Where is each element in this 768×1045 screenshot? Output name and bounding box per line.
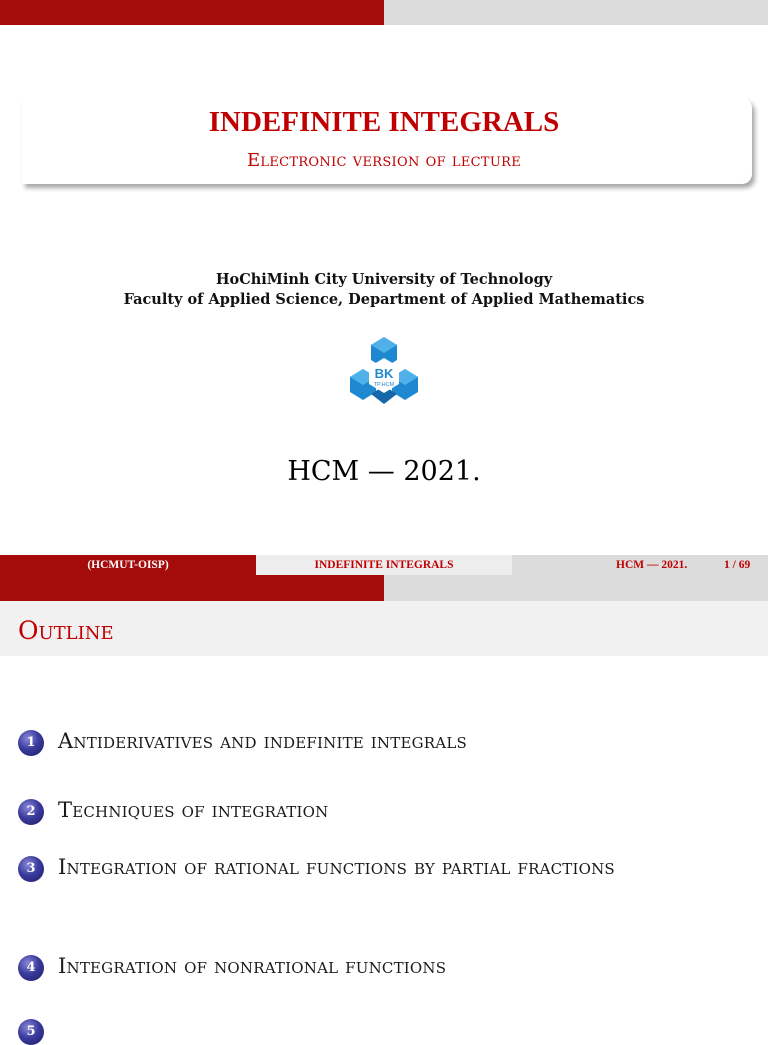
department-name: Faculty of Applied Science, Department of Applied Mathematics: [123, 291, 645, 308]
item-number-bullet: 4: [18, 955, 44, 981]
outline-slide: [0, 575, 768, 1039]
bk-university-logo-icon: [349, 336, 419, 406]
logo-text-main: BK: [374, 366, 394, 381]
presentation-subtitle: Electronic version of lecture: [246, 150, 522, 171]
institution-name: HoChiMinh City University of Technology: [215, 271, 553, 288]
logo-text-sub: TP.HCM: [373, 382, 395, 388]
header-bar-gray: [384, 575, 768, 601]
header-bar-red: [0, 575, 384, 601]
slide-footer: [0, 555, 768, 575]
footer-right-section: [512, 555, 768, 575]
footer-author: (HCMUT-OISP): [0, 555, 256, 575]
outline-item-label: Techniques of integration: [58, 798, 329, 822]
outline-item-label: Antiderivatives and indefinite integrals: [58, 729, 467, 753]
item-number-bullet: 2: [18, 799, 44, 825]
item-number-bullet: 3: [18, 856, 44, 882]
outline-item-label: Integration of nonrational functions: [58, 954, 447, 978]
outline-item-label: Integration of rational functions by partial fractions: [58, 855, 615, 879]
footer-page-number: 1 / 69: [724, 559, 751, 571]
footer-date: HCM — 2021.: [616, 559, 688, 571]
frame-title: Outline: [18, 616, 114, 645]
frame-title-band: [0, 601, 768, 656]
item-number-bullet: 5: [18, 1019, 44, 1045]
header-bar-gray: [384, 0, 768, 25]
presentation-date: HCM — 2021.: [287, 456, 481, 487]
footer-title: INDEFINITE INTEGRALS: [256, 555, 512, 575]
item-number-bullet: 1: [18, 730, 44, 756]
presentation-title: INDEFINITE INTEGRALS: [208, 106, 560, 138]
header-bar-red: [0, 0, 384, 25]
